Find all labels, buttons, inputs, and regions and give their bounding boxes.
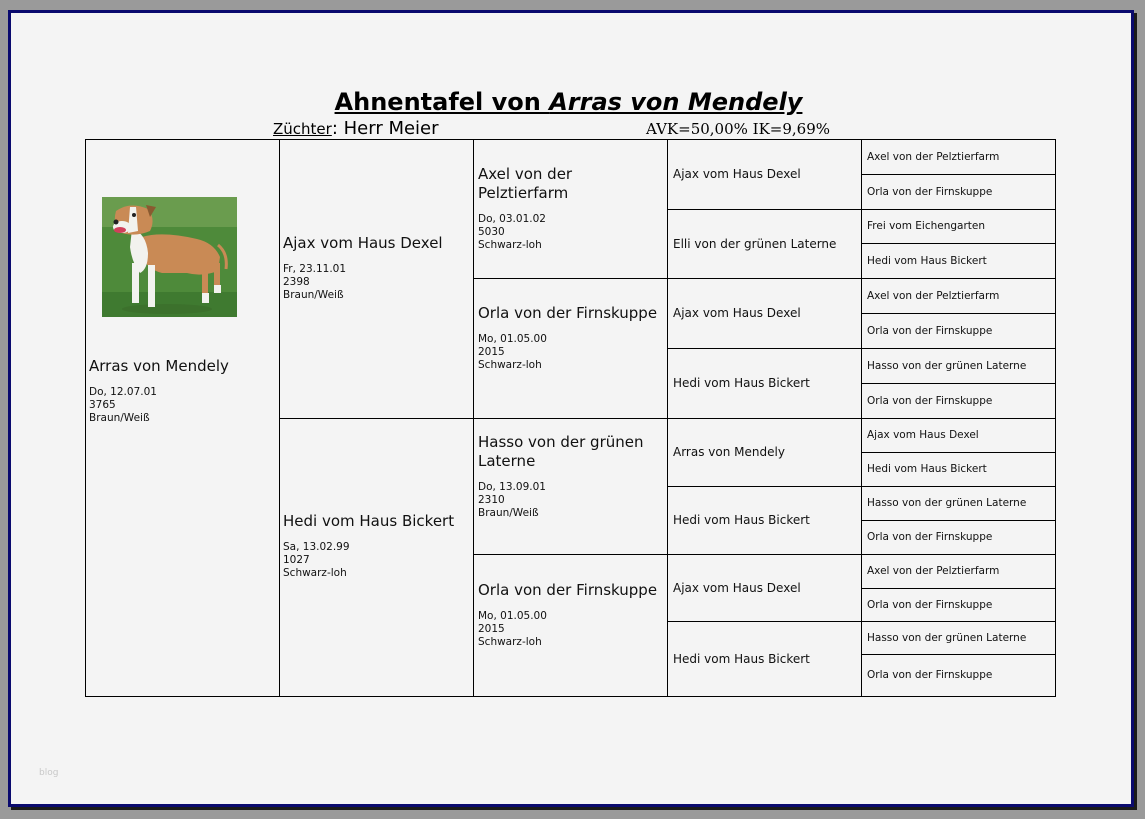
pedigree-great-grandparent-cell <box>667 139 862 210</box>
pedigree-great-grandparent-cell <box>667 278 862 349</box>
pedigree-great-grandparent-cell <box>667 621 862 697</box>
grandparent-name: Axel von der Pelztierfarm <box>478 165 573 202</box>
pedigree-ancestor-cell <box>861 452 1056 487</box>
inbreeding-stats: AVK=50,00% IK=9,69% <box>646 120 831 138</box>
pedigree-ancestor-cell <box>861 654 1056 697</box>
great-grandparent-name: Hedi vom Haus Bickert <box>673 513 810 527</box>
pedigree-great-grandparent-cell <box>667 348 862 419</box>
pedigree-grandparent-cell <box>473 554 668 697</box>
pedigree-parent-cell <box>279 139 474 419</box>
page-title <box>0 88 1137 116</box>
parent-date: Fr, 23.11.01 <box>283 263 347 275</box>
title-dog-name: Arras von Mendely <box>549 88 803 116</box>
dog-date: Do, 12.07.01 <box>89 386 157 398</box>
grandparent-info <box>478 481 666 520</box>
pedigree-grandparent-cell <box>473 139 668 279</box>
great-grandparent-name: Elli von der grünen Laterne <box>673 237 837 251</box>
grandparent-number: 2015 <box>478 346 505 358</box>
grandparent-color: Schwarz-loh <box>478 359 542 371</box>
great-grandparent-name: Hedi vom Haus Bickert <box>673 652 810 666</box>
pedigree-ancestor-cell <box>861 313 1056 349</box>
pedigree-subject-cell <box>85 139 280 697</box>
grandparent-date: Do, 03.01.02 <box>478 213 546 225</box>
pedigree-great-grandparent-cell <box>667 418 862 487</box>
grandparent-color: Schwarz-loh <box>478 239 542 251</box>
pedigree-great-grandparent-cell <box>667 554 862 622</box>
pedigree-ancestor-cell <box>861 554 1056 589</box>
ancestor-name: Hasso von der grünen Laterne <box>867 497 1027 509</box>
great-grandparent-name: Hedi vom Haus Bickert <box>673 376 810 390</box>
parent-number: 2398 <box>283 276 310 288</box>
pedigree-ancestor-cell <box>861 209 1056 244</box>
dog-photo <box>102 197 237 317</box>
pedigree-ancestor-cell <box>861 243 1056 279</box>
dog-number: 3765 <box>89 399 116 411</box>
pedigree-ancestor-cell <box>861 486 1056 521</box>
breeder-name: Herr Meier <box>343 118 439 139</box>
dog-color: Braun/Weiß <box>89 412 150 424</box>
parent-color: Schwarz-loh <box>283 567 347 579</box>
grandparent-name: Orla von der Firnskuppe <box>478 304 658 322</box>
ancestor-name: Orla von der Firnskuppe <box>867 531 993 543</box>
dog-info <box>89 386 275 425</box>
grandparent-info <box>478 333 666 372</box>
pedigree-parent-cell <box>279 418 474 697</box>
ancestor-name: Frei vom Eichengarten <box>867 220 986 232</box>
grandparent-info <box>478 213 666 252</box>
pedigree-ancestor-cell <box>861 383 1056 419</box>
ancestor-name: Orla von der Firnskuppe <box>867 186 993 198</box>
ancestor-name: Orla von der Firnskuppe <box>867 599 993 611</box>
ancestor-name: Hedi vom Haus Bickert <box>867 463 987 475</box>
pedigree-great-grandparent-cell <box>667 209 862 279</box>
ancestor-name: Hasso von der grünen Laterne <box>867 360 1027 372</box>
breeder-separator: : <box>331 118 344 139</box>
grandparent-date: Do, 13.09.01 <box>478 481 546 493</box>
grandparent-color: Braun/Weiß <box>478 507 539 519</box>
grandparent-name: Hasso von der grünen Laterne <box>478 433 644 470</box>
parent-number: 1027 <box>283 554 310 566</box>
ancestor-name: Axel von der Pelztierfarm <box>867 290 1000 302</box>
parent-name: Hedi vom Haus Bickert <box>283 512 455 530</box>
ancestor-name: Axel von der Pelztierfarm <box>867 565 1000 577</box>
pedigree-ancestor-cell <box>861 348 1056 384</box>
pedigree-ancestor-cell <box>861 278 1056 314</box>
parent-date: Sa, 13.02.99 <box>283 541 350 553</box>
ancestor-name: Hedi vom Haus Bickert <box>867 255 987 267</box>
pedigree-ancestor-cell <box>861 174 1056 210</box>
pedigree-ancestor-cell <box>861 588 1056 622</box>
parent-color: Braun/Weiß <box>283 289 344 301</box>
grandparent-number: 5030 <box>478 226 505 238</box>
pedigree-ancestor-cell <box>861 621 1056 655</box>
ancestor-name: Hasso von der grünen Laterne <box>867 632 1027 644</box>
pedigree-ancestor-cell <box>861 139 1056 175</box>
ancestor-name: Axel von der Pelztierfarm <box>867 151 1000 163</box>
watermark-text: blog <box>39 768 59 778</box>
grandparent-date: Mo, 01.05.00 <box>478 610 547 622</box>
parent-info <box>283 541 471 580</box>
breeder-label: Züchter <box>273 120 332 138</box>
great-grandparent-name: Ajax vom Haus Dexel <box>673 306 801 320</box>
parent-info <box>283 263 471 302</box>
parent-name: Ajax vom Haus Dexel <box>283 234 443 252</box>
great-grandparent-name: Ajax vom Haus Dexel <box>673 581 801 595</box>
grandparent-date: Mo, 01.05.00 <box>478 333 547 345</box>
ancestor-name: Orla von der Firnskuppe <box>867 395 993 407</box>
pedigree-ancestor-cell <box>861 520 1056 555</box>
ancestor-name: Orla von der Firnskuppe <box>867 325 993 337</box>
grandparent-number: 2015 <box>478 623 505 635</box>
ancestor-name: Ajax vom Haus Dexel <box>867 429 979 441</box>
breeder-line <box>273 118 439 139</box>
ancestor-name: Orla von der Firnskuppe <box>867 669 993 681</box>
pedigree-grandparent-cell <box>473 418 668 555</box>
pedigree-great-grandparent-cell <box>667 486 862 555</box>
grandparent-color: Schwarz-loh <box>478 636 542 648</box>
great-grandparent-name: Ajax vom Haus Dexel <box>673 167 801 181</box>
dog-name: Arras von Mendely <box>89 357 229 375</box>
grandparent-info <box>478 610 666 649</box>
pedigree-grandparent-cell <box>473 278 668 419</box>
title-prefix: Ahnentafel von <box>334 88 550 116</box>
great-grandparent-name: Arras von Mendely <box>673 445 785 459</box>
pedigree-ancestor-cell <box>861 418 1056 453</box>
grandparent-name: Orla von der Firnskuppe <box>478 581 658 599</box>
grandparent-number: 2310 <box>478 494 505 506</box>
